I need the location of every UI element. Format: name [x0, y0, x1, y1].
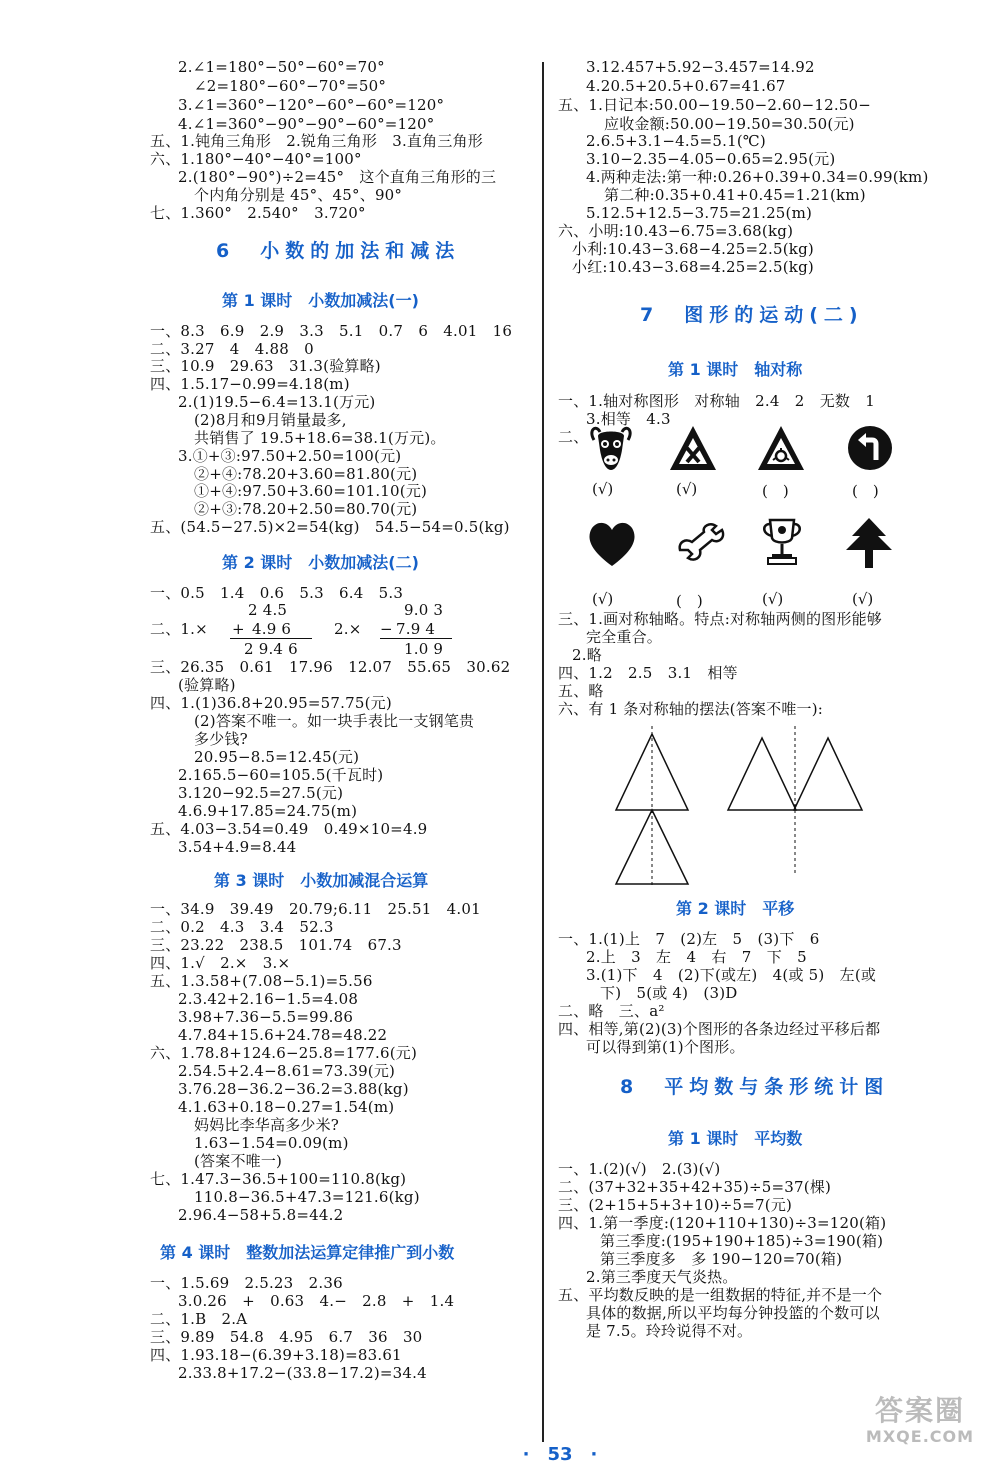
lesson-title: 第 4 课时 整数加法运算定律推广到小数	[160, 1243, 455, 1262]
text-line: 3.10−2.35−4.05−0.65=2.95(元)	[586, 150, 836, 168]
text-line: 三、1.画对称轴略。特点:对称轴两侧的图形能够	[558, 610, 882, 628]
lesson-title: 第 1 课时 轴对称	[668, 360, 803, 379]
text-line: 3.76.28−36.2−36.2=3.88(kg)	[178, 1080, 409, 1098]
vertical-calc-top: 9.0 3	[404, 601, 444, 619]
text-line: 下) 5(或 4) (3)D	[600, 984, 738, 1002]
text-line: 七、1.360° 2.540° 3.720°	[150, 204, 366, 222]
lesson-title: 第 2 课时 平移	[676, 899, 795, 918]
text-line: 五、(54.5−27.5)×2=54(kg) 54.5−54=0.5(kg)	[150, 518, 510, 536]
tree-arrow-icon	[842, 516, 896, 570]
watermark-logo	[860, 1394, 980, 1454]
text-line: 3.(1)下 4 (2)下(或左) 4(或 5) 左(或	[586, 966, 877, 984]
text-line: 二、1.B 2.A	[150, 1310, 248, 1328]
vertical-calc-bottom: 2 9.4 6	[244, 640, 298, 658]
text-line: 4.两种走法:第一种:0.26+0.39+0.34=0.99(km)	[586, 168, 929, 186]
text-line: ②+④:78.20+3.60=81.80(元)	[194, 465, 418, 483]
heart-icon	[586, 518, 638, 568]
text-line: 个内角分别是 45°、45°、90°	[194, 186, 403, 204]
text-line: 3.∠1=360°−120°−60°−60°=120°	[178, 96, 445, 114]
text-line: 4.6.9+17.85=24.75(m)	[178, 802, 358, 820]
text-line: (验算略)	[178, 676, 236, 694]
text-line: 是 7.5。玲玲说得不对。	[586, 1322, 753, 1340]
text-line: 四、1.第一季度:(120+110+130)÷3=120(箱)	[558, 1214, 887, 1232]
text-line: 一、8.3 6.9 2.9 3.3 5.1 0.7 6 4.01 16	[150, 322, 513, 340]
text-line: 一、1.5.69 2.5.23 2.36	[150, 1274, 343, 1292]
answer-mark: ( )	[762, 482, 789, 500]
text-line: 110.8−36.5+47.3=121.6(kg)	[194, 1188, 420, 1206]
text-line: 五、平均数反映的是一组数据的特征,并不是一个	[558, 1286, 883, 1304]
text-line: 三、26.35 0.61 17.96 12.07 55.65 30.62	[150, 658, 511, 676]
text-line: 小红:10.43−3.68=4.25=2.5(kg)	[572, 258, 814, 276]
vertical-calc-top: 2 4.5	[248, 601, 288, 619]
page-number: · 53 ·	[522, 1444, 598, 1465]
text-line: (2)答案不唯一。如一块手表比一支钢笔贵	[194, 712, 475, 730]
text-line: 2.6.5+3.1−4.5=5.1(℃)	[586, 132, 766, 150]
text-line: 3.120−92.5=27.5(元)	[178, 784, 344, 802]
text-line: 2.∠1=180°−50°−60°=70°	[178, 58, 385, 76]
warning-triangle-roundabout-icon	[756, 424, 806, 472]
answer-mark: (√)	[676, 480, 698, 498]
answer-mark: (√)	[762, 590, 784, 608]
text-line: 六、有 1 条对称轴的摆法(答案不唯一):	[558, 700, 824, 718]
text-line: 3.12.457+5.92−3.457=14.92	[586, 58, 815, 76]
text-line: 3.相等 4.3	[586, 410, 671, 428]
text-line: 四、相等,第(2)(3)个图形的各条边经过平移后都	[558, 1020, 881, 1038]
text-line: 2.54.5+2.4−8.61=73.39(元)	[178, 1062, 396, 1080]
text-line: 三、23.22 238.5 101.74 67.3	[150, 936, 402, 954]
text-line: 2.33.8+17.2−(33.8−17.2)=34.4	[178, 1364, 427, 1382]
text-line: 2.第三季度天气炎热。	[586, 1268, 738, 1286]
text-line: 第三季度多 多 190−120=70(箱)	[600, 1250, 843, 1268]
lesson-title: 第 1 课时 平均数	[668, 1129, 803, 1148]
text-line: 4.∠1=360°−90°−90°−60°=120°	[178, 115, 435, 133]
lesson-title: 第 3 课时 小数加减混合运算	[214, 871, 429, 890]
trophy-icon	[760, 516, 804, 568]
text-line: 六、1.78.8+124.6−25.8=177.6(元)	[150, 1044, 418, 1062]
text-line: 小利:10.43−3.68−4.25=2.5(kg)	[572, 240, 814, 258]
vertical-calc-op: +	[232, 620, 245, 638]
text-line: 妈妈比李华高多少米?	[194, 1116, 340, 1134]
text-line: 二、(37+32+35+42+35)÷5=37(棵)	[558, 1178, 832, 1196]
wrench-shape-icon	[674, 520, 730, 564]
chapter-title: 7 图形的运动(二)	[640, 304, 864, 326]
text-line: 四、1.√ 2.× 3.×	[150, 954, 291, 972]
chapter-title: 6 小数的加法和减法	[216, 240, 461, 262]
text-line: 4.7.84+15.6+24.78=48.22	[178, 1026, 388, 1044]
chapter-title: 8 平均数与条形统计图	[620, 1076, 890, 1098]
text-line: 20.95−8.5=12.45(元)	[194, 748, 360, 766]
text-line: 七、1.47.3−36.5+100=110.8(kg)	[150, 1170, 407, 1188]
text-line: 二、0.2 4.3 3.4 52.3	[150, 918, 334, 936]
text-line: 2.(1)19.5−6.4=13.1(万元)	[178, 393, 376, 411]
text-line: 2.96.4−58+5.8=44.2	[178, 1206, 344, 1224]
answer-mark: (√)	[592, 480, 614, 498]
text-line: 三、10.9 29.63 31.3(验算略)	[150, 357, 381, 375]
text-line: 一、1.(2)(√) 2.(3)(√)	[558, 1160, 721, 1178]
text-line: 四、1.(1)36.8+20.95=57.75(元)	[150, 694, 392, 712]
text-line: 四、1.2 2.5 3.1 相等	[558, 664, 738, 682]
text-line: 第二种:0.35+0.41+0.45=1.21(km)	[604, 186, 866, 204]
text-line: 六、1.180°−40°−40°=100°	[150, 150, 362, 168]
text-line: 3.①+③:97.50+2.50=100(元)	[178, 447, 402, 465]
text-line: 二、略 三、a²	[558, 1002, 665, 1020]
stacked-triangles-figure	[612, 726, 692, 886]
text-line: 具体的数据,所以平均每分钟投篮的个数可以	[586, 1304, 880, 1322]
text-line: 2.3.42+2.16−1.5=4.08	[178, 990, 359, 1008]
text-line: 五、4.03−3.54=0.49 0.49×10=4.9	[150, 820, 428, 838]
vertical-calc-prefix: 二、1.×	[150, 620, 208, 638]
text-line: (2)8月和9月销量最多,	[194, 411, 347, 429]
text-line: 3.98+7.36−5.5=99.86	[178, 1008, 354, 1026]
text-line: 一、0.5 1.4 0.6 5.3 6.4 5.3	[150, 584, 404, 602]
answer-mark: (√)	[592, 590, 614, 608]
side-by-side-triangles-figure	[724, 726, 864, 876]
lesson-title: 第 1 课时 小数加减法(一)	[222, 291, 419, 310]
text-line: 4.20.5+20.5+0.67=41.67	[586, 77, 786, 95]
warning-triangle-x-icon	[668, 424, 718, 472]
text-line: 六、小明:10.43−6.75=3.68(kg)	[558, 222, 794, 240]
text-line: 2.(180°−90°)÷2=45° 这个直角三角形的三	[178, 168, 497, 186]
vertical-calc-op: −	[380, 620, 393, 638]
text-line: 2.165.5−60=105.5(千瓦时)	[178, 766, 384, 784]
text-line: ②+③:78.20+2.50=80.70(元)	[194, 500, 418, 518]
answer-mark: ( )	[676, 592, 703, 610]
text-line: 3.54+4.9=8.44	[178, 838, 297, 856]
vertical-calc-mid: 4.9 6	[252, 620, 292, 638]
vertical-calc-rule	[380, 638, 452, 639]
text-line: 5.12.5+12.5−3.75=21.25(m)	[586, 204, 813, 222]
text-line: 五、略	[558, 682, 604, 700]
text-line: 多少钱?	[194, 730, 248, 748]
cow-head-icon	[586, 422, 636, 474]
text-line: 一、34.9 39.49 20.79;6.11 25.51 4.01	[150, 900, 481, 918]
text-line: 三、9.89 54.8 4.95 6.7 36 30	[150, 1328, 423, 1346]
text-line: 可以得到第(1)个图形。	[586, 1038, 745, 1056]
text-line: 第三季度:(195+190+185)÷3=190(箱)	[600, 1232, 884, 1250]
text-line: (答案不唯一)	[194, 1152, 283, 1170]
text-line: 共销售了 19.5+18.6=38.1(万元)。	[194, 429, 446, 447]
text-line: 一、1.轴对称图形 对称轴 2.4 2 无数 1	[558, 392, 876, 410]
text-line: 2.上 3 左 4 右 7 下 5	[586, 948, 807, 966]
text-line: 完全重合。	[586, 628, 663, 646]
text-line: 五、1.日记本:50.00−19.50−2.60−12.50−	[558, 96, 872, 114]
text-line: ∠2=180°−60°−70°=50°	[194, 77, 387, 95]
text-line: 四、1.5.17−0.99=4.18(m)	[150, 375, 350, 393]
vertical-calc-bottom: 1.0 9	[404, 640, 444, 658]
text-line: 二、3.27 4 4.88 0	[150, 340, 314, 358]
vertical-calc-prefix: 2.×	[334, 620, 362, 638]
watermark-url: MXQE.COM	[865, 1427, 975, 1446]
text-line: 三、(2+15+5+3+10)÷5=7(元)	[558, 1196, 793, 1214]
text-line: 1.63−1.54=0.09(m)	[194, 1134, 349, 1152]
text-line: 应收金额:50.00−19.50=30.50(元)	[604, 115, 855, 133]
text-line: 一、1.(1)上 7 (2)左 5 (3)下 6	[558, 930, 820, 948]
text-line: 四、1.93.18−(6.39+3.18)=83.61	[150, 1346, 402, 1364]
lesson-title: 第 2 课时 小数加减法(二)	[222, 553, 419, 572]
text-line: 3.0.26 + 0.63 4.− 2.8 + 1.4	[178, 1292, 455, 1310]
text-line: 五、1.3.58+(7.08−5.1)=5.56	[150, 972, 373, 990]
text-line: 4.1.63+0.18−0.27=1.54(m)	[178, 1098, 395, 1116]
answer-mark: (√)	[852, 590, 874, 608]
text-line: 2.略	[572, 646, 602, 664]
vertical-calc-rule	[230, 638, 312, 639]
text-line: 二、	[558, 428, 589, 446]
answer-mark: ( )	[852, 482, 879, 500]
watermark-title: 答案圈	[874, 1394, 965, 1427]
column-divider	[542, 62, 544, 1442]
right-column	[548, 0, 1000, 1474]
text-line: ①+④:97.50+3.60=101.10(元)	[194, 482, 428, 500]
vertical-calc-mid: 7.9 4	[396, 620, 436, 638]
text-line: 五、1.钝角三角形 2.锐角三角形 3.直角三角形	[150, 132, 483, 150]
turn-left-sign-icon	[846, 424, 894, 472]
